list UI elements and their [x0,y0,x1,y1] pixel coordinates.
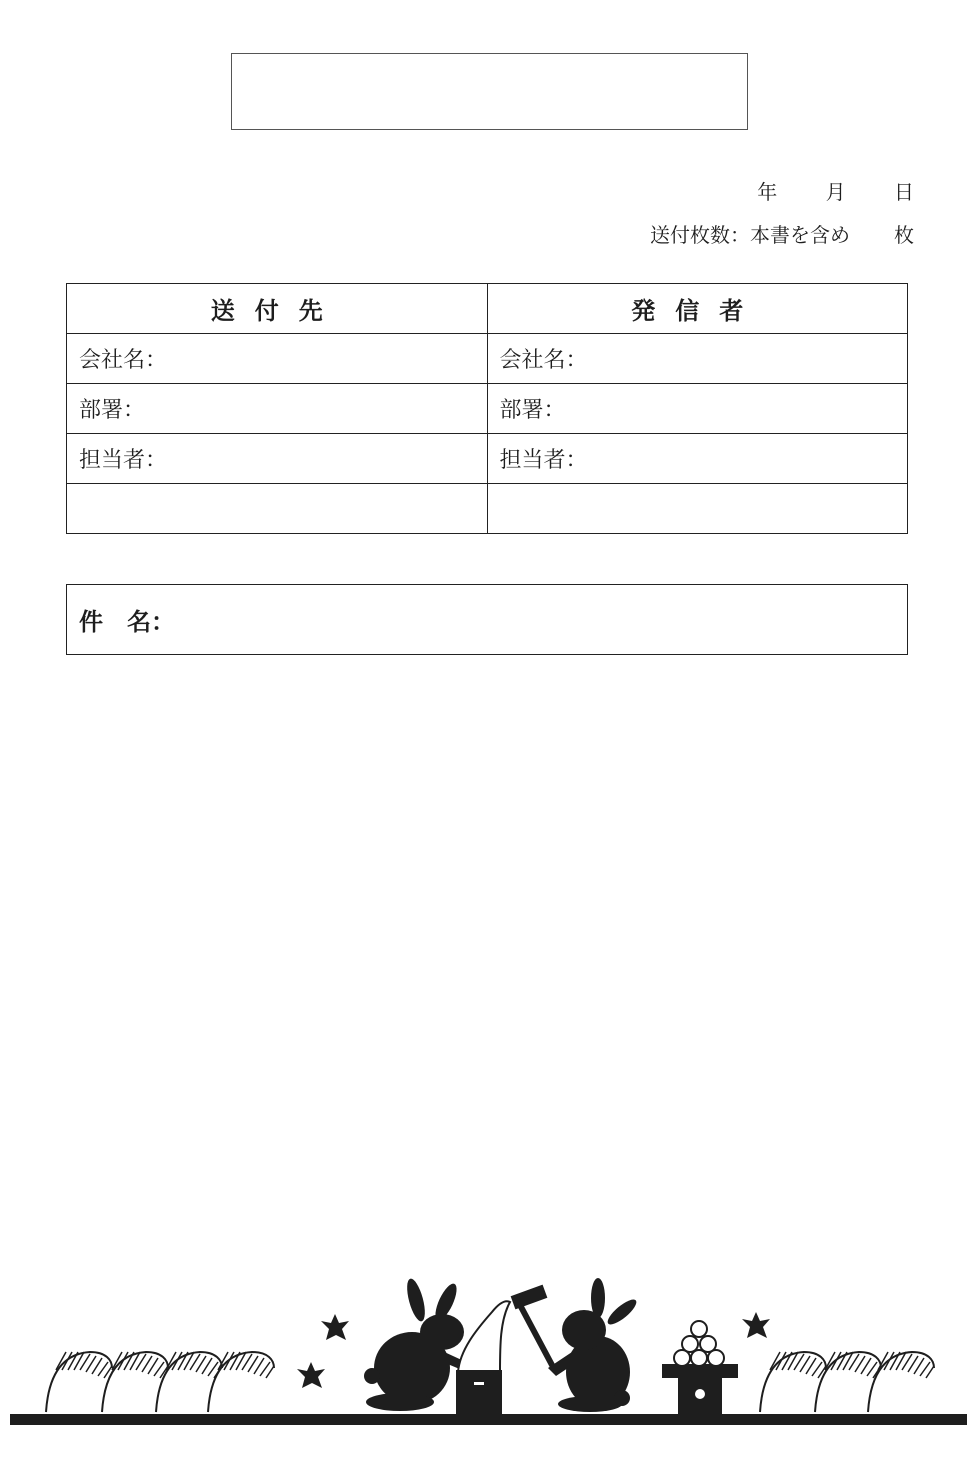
contact-table [66,283,908,534]
from-company-field[interactable]: 会社名： [487,334,908,384]
date-day: 日 [894,180,914,204]
to-department-field[interactable]: 部署： [67,384,488,434]
from-person-field[interactable]: 担当者： [487,434,908,484]
page-count-unit: 枚 [894,223,914,247]
page-count-label: 送付枚数：本書を含め [650,223,850,247]
to-header: 送付先 [67,284,488,334]
to-company-field[interactable]: 会社名： [67,334,488,384]
page-count-line [650,219,914,248]
from-extra-field[interactable] [487,484,908,534]
tsukimi-dango-icon [662,1321,738,1414]
table-header-row [67,284,908,334]
from-header: 発信者 [487,284,908,334]
date-year: 年 [757,180,778,204]
to-extra-field[interactable] [67,484,488,534]
from-department-field[interactable]: 部署： [487,384,908,434]
subject-label: 件 名： [79,608,175,636]
table-row [67,384,908,434]
mochi-mortar-icon [456,1301,510,1414]
date-month: 月 [825,180,846,204]
table-row [67,484,908,534]
rabbit-icon [548,1278,640,1412]
mallet-icon [511,1285,555,1368]
title-box[interactable] [231,53,748,130]
moon-viewing-illustration [0,1265,976,1435]
to-person-field[interactable]: 担当者： [67,434,488,484]
date-line [715,176,914,205]
rabbit-icon [364,1277,466,1411]
table-row [67,334,908,384]
table-row [67,434,908,484]
ground-line [10,1414,967,1425]
subject-field[interactable] [66,584,908,655]
